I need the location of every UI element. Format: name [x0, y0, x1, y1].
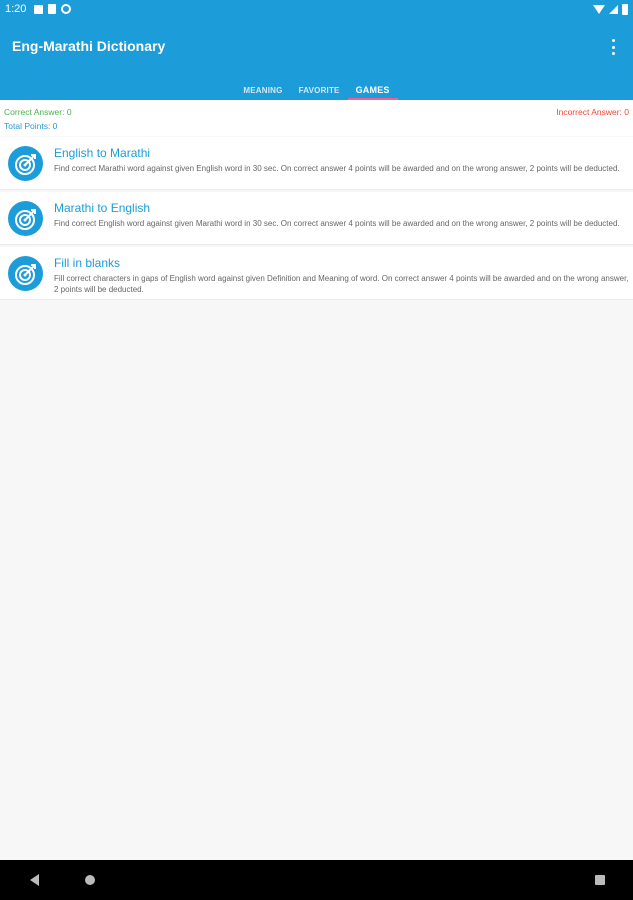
game-title: English to Marathi: [54, 146, 151, 160]
recents-icon[interactable]: [595, 875, 605, 885]
target-icon: [8, 256, 43, 291]
game-description: Find correct Marathi word against given English word in 30 sec. On correct answer 4 points will be awarded and on the wrong answer, 2 points will be deducted.: [54, 164, 620, 173]
tab-bar: [0, 80, 633, 100]
sync-icon: [61, 4, 71, 14]
signal-icon: [609, 5, 618, 14]
notification-icons: [34, 4, 71, 14]
correct-answer-count: Correct Answer: 0: [4, 107, 72, 117]
tab-games[interactable]: GAMES: [348, 80, 398, 100]
tab-meaning[interactable]: MEANING: [243, 85, 283, 95]
wifi-icon: [593, 5, 605, 14]
sd-card-icon: [48, 4, 56, 14]
target-icon: [8, 201, 43, 236]
app-title: Eng-Marathi Dictionary: [12, 38, 166, 54]
tab-favorite[interactable]: FAVORITE: [298, 85, 340, 95]
more-options-icon[interactable]: [610, 39, 616, 55]
notification-square-icon: [34, 5, 43, 14]
score-panel: [0, 100, 633, 136]
app-bar: [0, 18, 633, 100]
status-time: 1:20: [5, 3, 27, 15]
game-title: Fill in blanks: [54, 256, 121, 270]
incorrect-answer-count: Incorrect Answer: 0: [556, 107, 629, 117]
status-bar: [0, 0, 633, 18]
game-list: [0, 137, 633, 302]
home-icon[interactable]: [85, 875, 95, 885]
game-english-to-marathi[interactable]: [0, 137, 633, 190]
system-status-icons: [593, 4, 628, 15]
game-description: Fill correct characters in gaps of English word against given Definition and Meaning of word. On correct answer 4 points will be awarded and on the wrong answer, 2 points will be deducted.: [54, 274, 629, 294]
game-title: Marathi to English: [54, 201, 151, 215]
total-points: Total Points: 0: [4, 121, 58, 131]
back-icon[interactable]: [30, 874, 39, 886]
game-marathi-to-english[interactable]: [0, 192, 633, 245]
game-description: Find correct English word against given Marathi word in 30 sec. On correct answer 4 points will be awarded and on the wrong answer, 2 points will be deducted.: [54, 219, 620, 228]
navigation-bar: [0, 860, 633, 900]
game-fill-in-blanks[interactable]: [0, 247, 633, 300]
target-icon: [8, 146, 43, 181]
battery-icon: [622, 4, 628, 15]
